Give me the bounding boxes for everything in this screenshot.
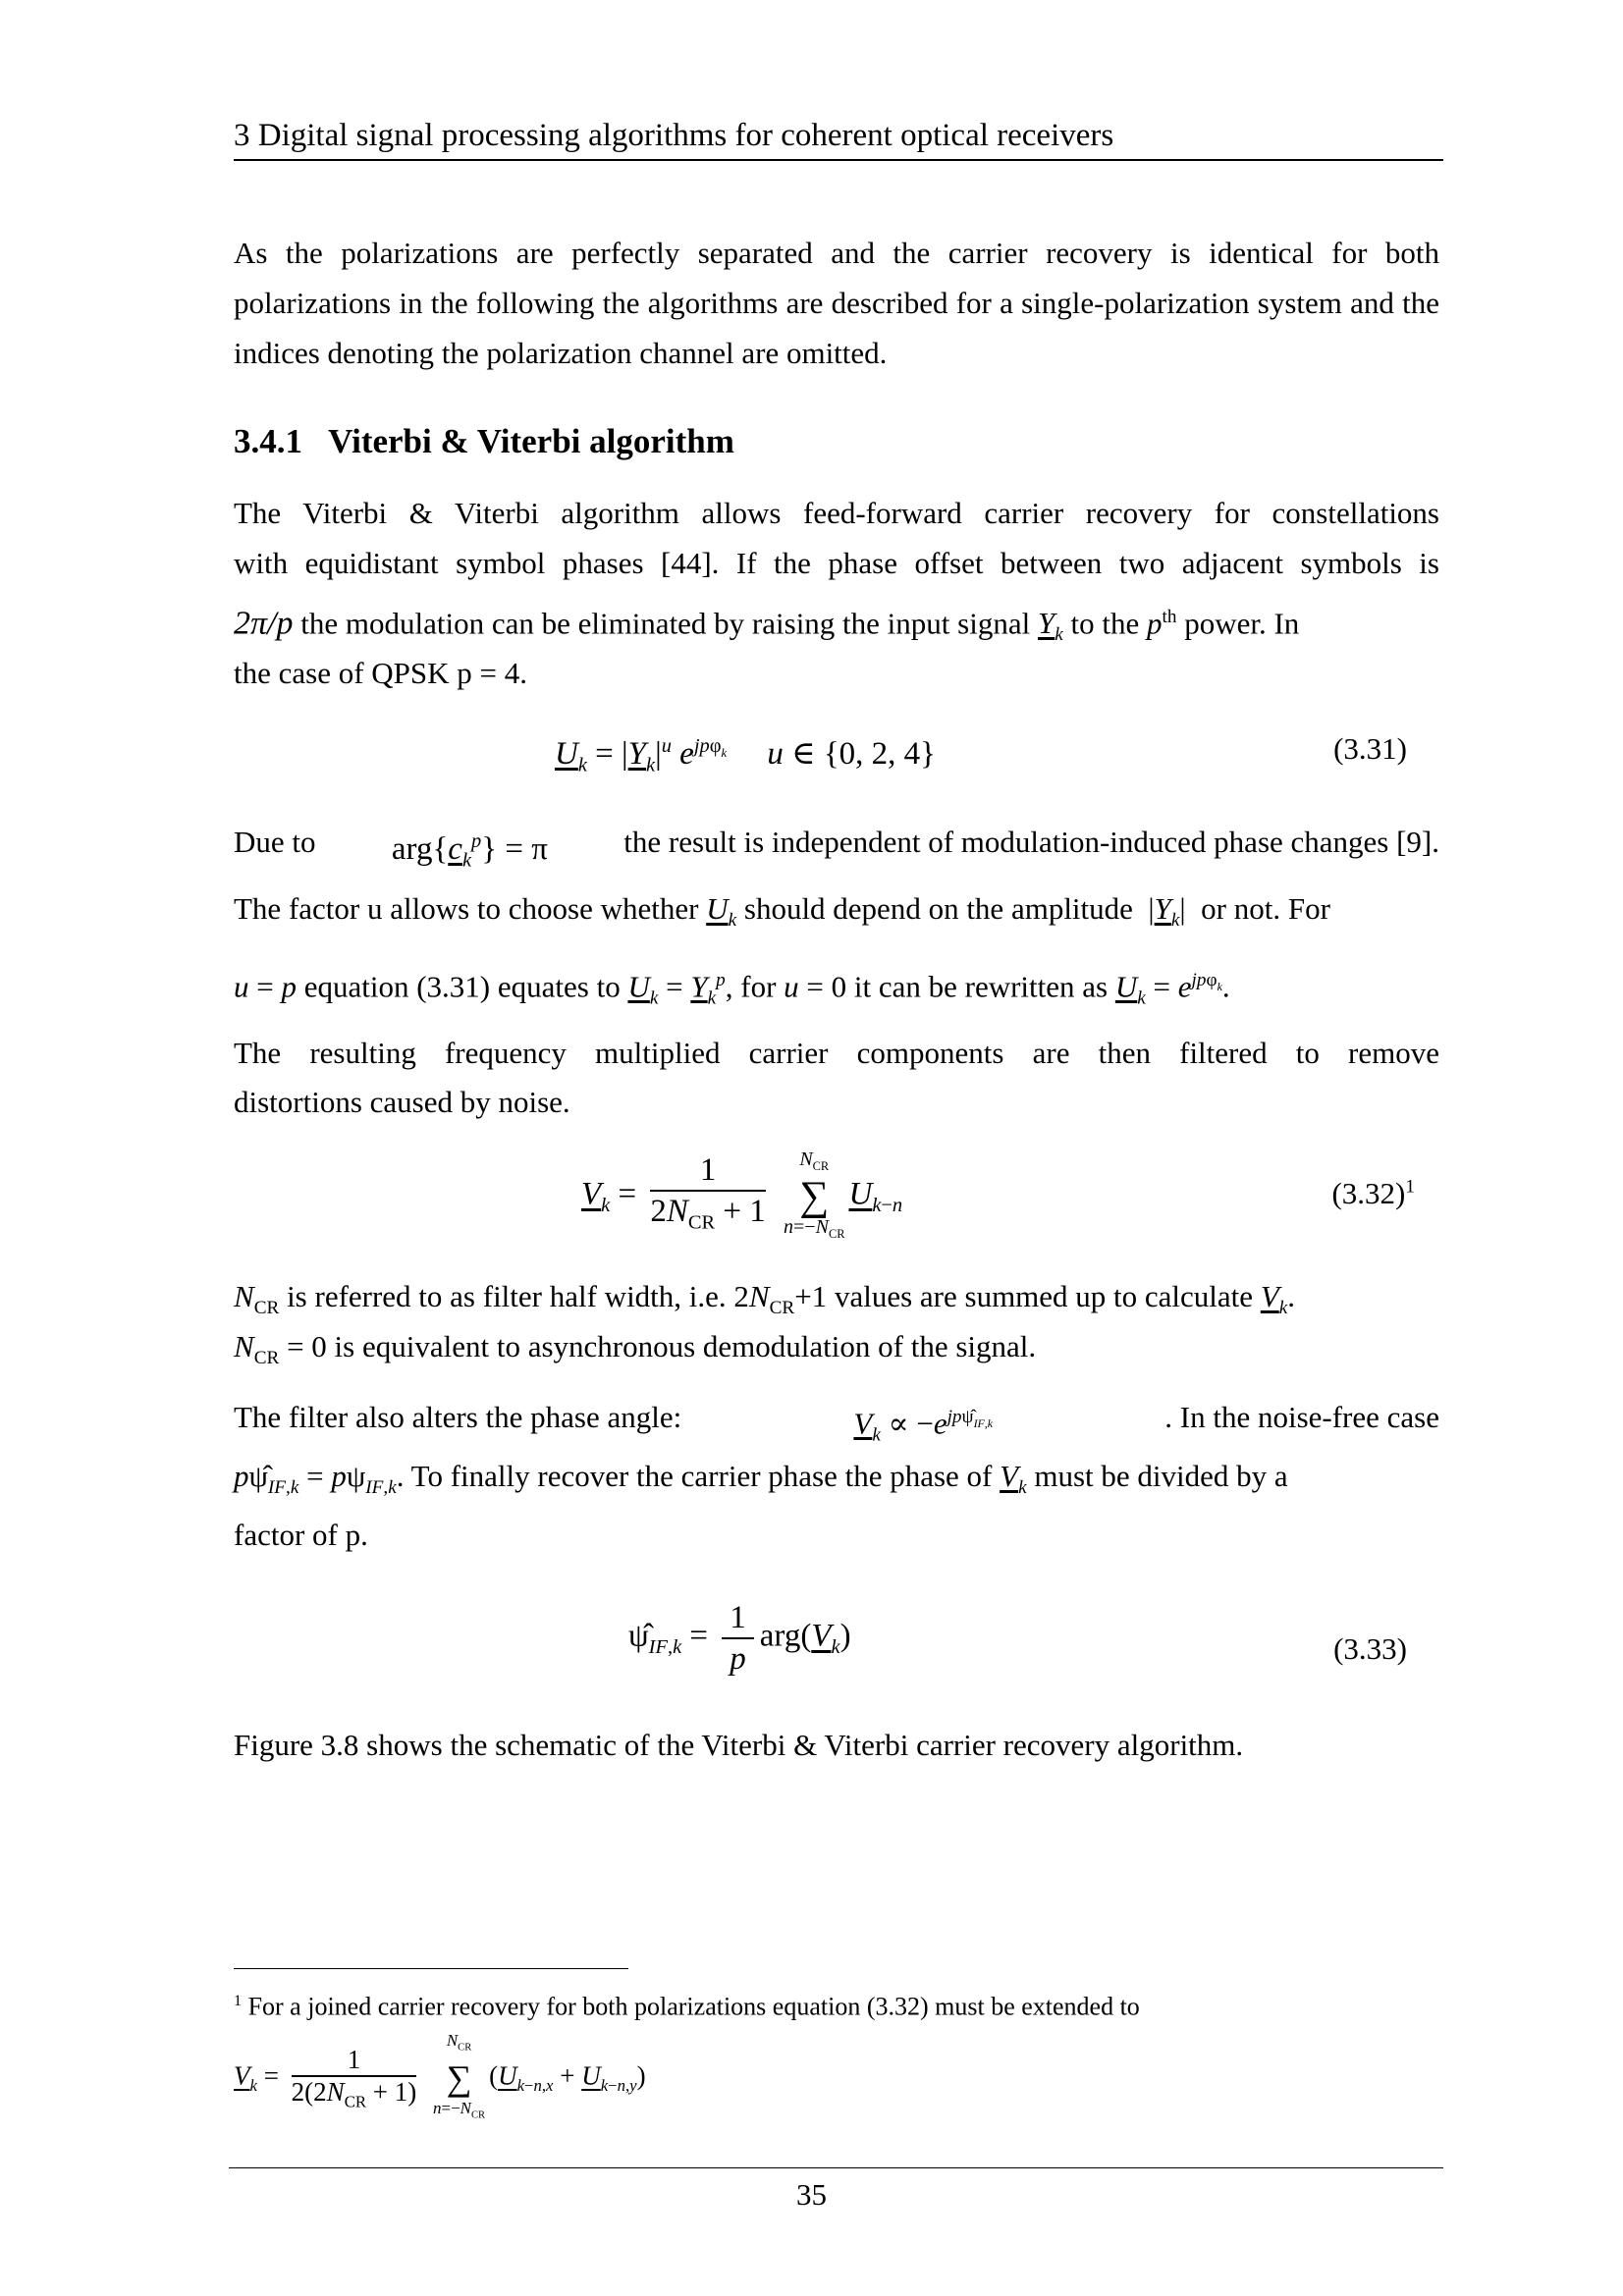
p2-factor-text: The factor u allows to choose whether <box>234 891 699 926</box>
p2-ornot-text: or not. For <box>1201 891 1330 926</box>
p5-recover-text: . To finally recover the carrier phase the phase of <box>396 1459 993 1493</box>
section-title: Viterbi & Viterbi algorithm <box>328 422 734 460</box>
p2-rewritten-text: it can be rewritten as <box>853 969 1109 1004</box>
section-heading <box>234 422 734 461</box>
footnote-mark: 1 <box>234 1993 243 2009</box>
p5-line2: $p\psî_{IF,k} = p\psi_{IF,k}$. To finally recover the carrier phase the phase of $V_k$ must be divided by a <box>234 1459 1288 1499</box>
p2-result-text: the result is independent of modulation-induced phase changes [9]. <box>623 825 1439 859</box>
equation-3-33: $\psî_{IF,k}$ = $\frac{1}{p}$ $arg(V_k)$ <box>628 1600 851 1677</box>
p3-line1: The resulting frequency multiplied carrier components are then filtered to remove <box>234 1036 1439 1070</box>
p4-line2: $N_{CR} = 0$ is equivalent to asynchronous demodulation of the signal. <box>234 1329 1037 1369</box>
p3-line2: distortions caused by noise. <box>234 1085 570 1119</box>
arg-expression: $arg\{c_k^p\} = \pi$ <box>391 830 548 872</box>
section-number: 3.4.1 <box>234 422 302 460</box>
page-number: 35 <box>796 2177 827 2212</box>
p1-line2: with equidistant symbol phases [44]. If the phase offset between two adjacent symbols is <box>234 546 1439 580</box>
eq-3-31-number: (3.31) <box>1333 731 1407 766</box>
p2-for-text: , for <box>725 969 777 1004</box>
eq-3-33-number: (3.33) <box>1333 1631 1407 1666</box>
p1-line4: the case of QPSK p = 4. <box>234 656 528 690</box>
p2-line1 <box>234 817 1439 886</box>
footer-rule <box>229 2167 1443 2168</box>
p1-text-b: the modulation can be eliminated by raising the input signal <box>293 606 1038 641</box>
p5-noisefree-text: . In the noise-free case <box>1164 1400 1439 1434</box>
two-pi-over-p: 2π/p <box>234 605 294 642</box>
eq-3-32-label: (3.32) <box>1331 1176 1406 1210</box>
footnote-rule <box>234 1968 628 1969</box>
p2-line3: u = p equation (3.31) equates to $U_k = Y_k^p$, for u = 0 it can be rewritten as $U_k = e^{jp\varphi_k}$. <box>234 969 1230 1009</box>
equation-3-31: $U_k = |Y_k|^u$ $e^{jp\varphi_k}$ u ∈ {0, 2, 4} <box>555 735 936 776</box>
p5-filter-text: The filter also alters the phase angle: <box>234 1400 682 1434</box>
eq-3-32-fraction: $\frac{1}{2N_{CR} + 1}$ <box>650 1152 766 1234</box>
footnote-text <box>234 1985 1140 2024</box>
eq-3-33-fraction: $\frac{1}{p}$ <box>722 1598 754 1679</box>
intro-paragraph: As the polarizations are perfectly separated and the carrier recovery is identical for both polarizations in the following the algorithms are described for a single-polarization system and the indices denoting the polarization channel are omitted. <box>234 236 1439 370</box>
p1-line1: The Viterbi & Viterbi algorithm allows feed-forward carrier recovery for constellations <box>234 496 1439 530</box>
footnote-equation: $V_k$ = $\frac{1}{2(2N_{CR} + 1)}$ $N_{CR}$ ∑ $n=-N_{CR}(U_{k-n,x} + U_{k-n,y})$ <box>234 2030 646 2127</box>
p4-text-c: is equivalent to asynchronous demodulation of the signal. <box>326 1329 1037 1363</box>
p1-line3: 2π/p the modulation can be eliminated by raising the input signal $Y_k$ to the $p^{th}$ power. In <box>234 605 1300 646</box>
p2-line2: The factor u allows to choose whether $U_k$ should depend on the amplitude $|Y_k|$ or not. For <box>234 891 1330 932</box>
p4-text-a: is referred to as filter half width, i.e. 2 <box>279 1279 749 1313</box>
p4-line1: $N_{CR}$ is referred to as filter half width, i.e. $2N_{CR}+1$ values are summed up to calculate $V_k$. <box>234 1279 1296 1319</box>
running-header: 3 Digital signal processing algorithms for coherent optical receivers <box>234 116 1443 161</box>
footnote-body: For a joined carrier recovery for both polarizations equation (3.32) must be extended to <box>242 1992 1140 2021</box>
p5-line3: factor of p. <box>234 1518 368 1552</box>
eq-3-32-number <box>1331 1176 1415 1211</box>
p1-text-d: power. In <box>1176 606 1300 641</box>
fn-fraction: $\frac{1}{2(2N_{CR} + 1)}$ <box>291 2045 417 2111</box>
p4-text-b: +1 values are summed up to calculate <box>794 1279 1261 1313</box>
equation-3-32: $V_k$ = $\frac{1}{2N_{CR} + 1}$ $N_{CR}$ ∑ $n=-N_{CR}U_{k-n}$ <box>581 1148 902 1245</box>
p6-paragraph: Figure 3.8 shows the schematic of the Viterbi & Viterbi carrier recovery algorithm. <box>234 1728 1244 1762</box>
fn-sum: $N_{CR}$ ∑ $n=-N_{CR}$ <box>432 2031 486 2121</box>
p2-equates-text: equation (3.31) equates to <box>303 969 621 1004</box>
p5-divided-text: must be divided by a <box>1034 1459 1288 1493</box>
proportional-expression: $V_k \propto -e^{jp\psî_{IF,k}}$ <box>853 1406 994 1446</box>
p2-depend-text: should depend on the amplitude <box>743 891 1133 926</box>
p2-due-to: Due to <box>234 825 316 859</box>
eq-3-32-sum: $N_{CR}$ ∑ $n=-N_{CR}$ <box>784 1148 845 1241</box>
footnote-ref: 1 <box>1405 1176 1415 1198</box>
p1-text-c: to the <box>1062 606 1147 641</box>
